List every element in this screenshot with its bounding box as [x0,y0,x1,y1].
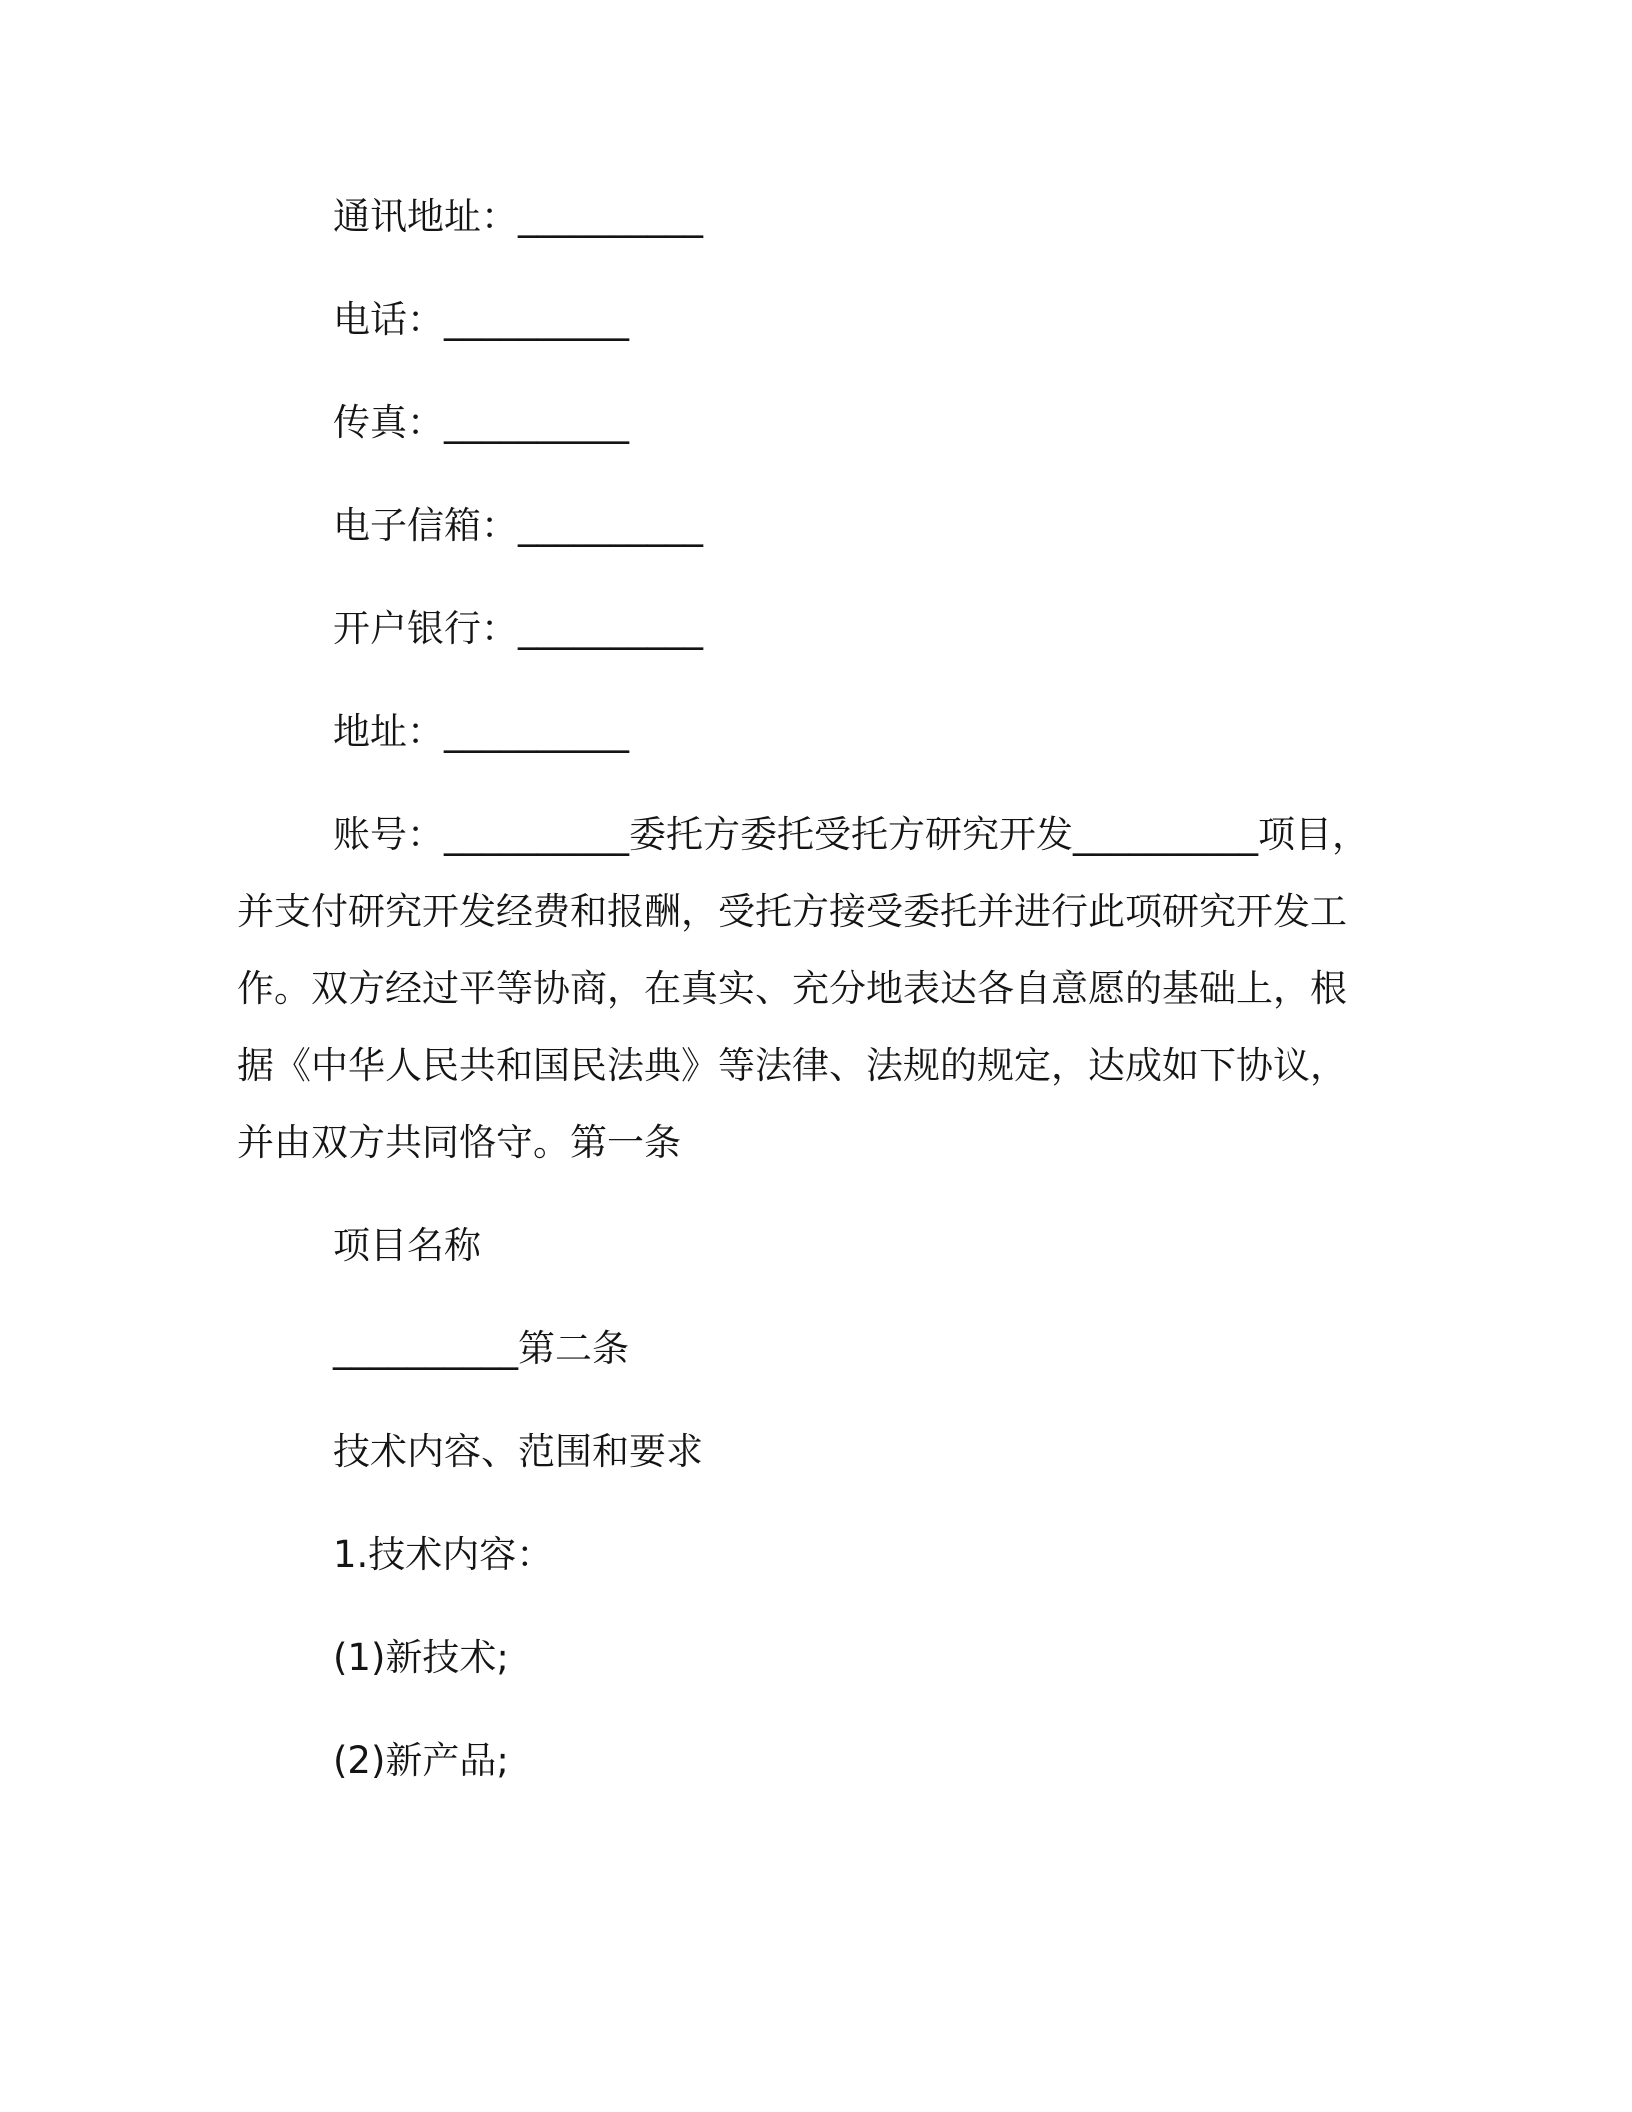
bank-field: 开户银行：__________ [333,607,703,650]
mailing-address-field: 通讯地址：__________ [333,195,703,238]
address-field: 地址：__________ [333,710,629,753]
tech-content-item: (1)新技术; [333,1636,509,1679]
tech-content-heading: 1.技术内容： [333,1533,554,1576]
intro-line: 作。双方经过平等协商，在真实、充分地表达各自意愿的基础上，根 [237,967,1347,1010]
tech-content-item: (2)新产品; [333,1739,509,1782]
document-page [237,178,1417,1825]
article-one-heading: 项目名称 [333,1224,481,1267]
article-two-heading: 技术内容、范围和要求 [333,1430,703,1473]
intro-line: 并支付研究开发经费和报酬，受托方接受委托并进行此项研究开发工 [237,890,1347,933]
intro-paragraph [237,796,1417,1181]
intro-line: 并由双方共同恪守。第一条 [237,1121,681,1164]
phone-field: 电话：__________ [333,298,629,341]
email-field: 电子信箱：__________ [333,504,703,547]
intro-line: 账号：__________委托方委托受托方研究开发__________项目， [333,813,1369,856]
fax-field: 传真：__________ [333,401,629,444]
article-one-blank: __________第二条 [333,1327,629,1370]
intro-line: 据《中华人民共和国民法典》等法律、法规的规定，达成如下协议， [237,1044,1347,1087]
